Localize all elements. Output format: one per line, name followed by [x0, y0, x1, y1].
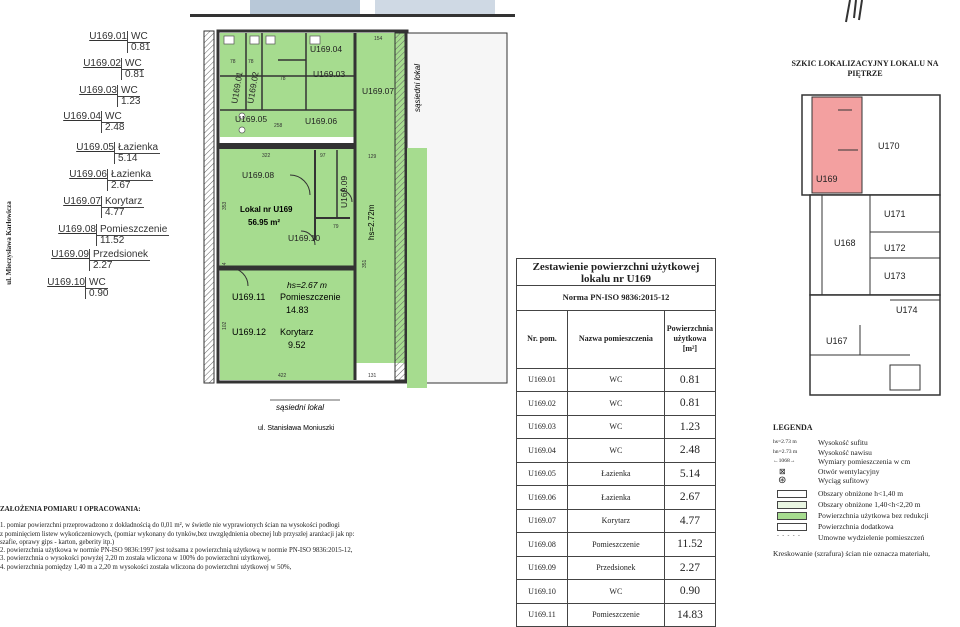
dimension: 78 — [248, 59, 254, 65]
table-row — [517, 580, 716, 604]
hatched-wall — [204, 31, 214, 383]
dimension: 78 — [280, 76, 286, 82]
cell-name: Pomieszczenie — [567, 533, 664, 557]
room-name: Pomieszczenie — [280, 292, 341, 302]
dimension: 79 — [333, 224, 339, 230]
cell-name: Łazienka — [567, 486, 664, 510]
table-row — [517, 368, 716, 392]
cell-name: WC — [567, 392, 664, 416]
room-label: U169.10 — [288, 233, 321, 243]
col-header: Powierzchnia użytkowa [m²] — [664, 310, 715, 368]
cell-nr: U169.07 — [517, 509, 568, 533]
note-line: 3. powierzchnia o wysokości powyżej 2,20 m została wliczona w 100% do powierzchni użytkowej, — [0, 555, 271, 563]
cell-nr: U169.09 — [517, 556, 568, 580]
table-title: Zestawienie powierzchni użytkowej lokalu nr U169 — [517, 259, 716, 286]
legend-item — [773, 467, 960, 477]
table-row — [517, 509, 716, 533]
room-label: U169.05 — [235, 114, 268, 124]
table-row — [517, 439, 716, 463]
minimap-label: U169 — [816, 174, 838, 184]
minimap-label: U168 — [834, 238, 856, 248]
cell-nr: U169.10 — [517, 580, 568, 604]
dashed-line-icon: - - - - - — [777, 533, 801, 540]
cell-area: 14.83 — [664, 603, 715, 627]
cell-nr: U169.11 — [517, 603, 568, 627]
note-line: 1. pomiar powierzchni przeprowadzono z dokładnością do 0,01 m², w świetle nie wyprawionych ścian na wysokości podłogi — [0, 522, 340, 530]
room-label: U169.08 — [242, 170, 275, 180]
table-row — [517, 603, 716, 627]
cell-nr: U169.02 — [517, 392, 568, 416]
table-row — [517, 533, 716, 557]
hatched-wall — [395, 33, 405, 380]
room-label: U169.11 — [232, 292, 266, 302]
dimension: 131 — [368, 373, 377, 379]
unit-area: 56.95 m² — [248, 218, 281, 227]
room-name: Korytarz — [280, 327, 314, 337]
room-label: U169.03 — [313, 69, 346, 79]
legend — [773, 423, 960, 558]
dimension: 97 — [320, 153, 326, 159]
minimap-label: U174 — [896, 305, 918, 315]
area-table — [516, 258, 716, 627]
cell-name: Pomieszczenie — [567, 603, 664, 627]
legend-footer: Kreskowanie (szrafura) ścian nie oznacza materiału, — [773, 549, 930, 559]
note-line: szafie, oprawy gips - karton, geberity itp.) — [0, 538, 115, 546]
dimension: 353 — [222, 201, 228, 210]
legend-text: Wymiary pomieszczenia w cm — [818, 457, 911, 467]
stair-fragment — [846, 0, 862, 22]
minimap-title: SZKIC LOKALIZACYJNY LOKALU NA PIĘTRZE — [791, 59, 939, 78]
upper-floor-fragment — [250, 0, 360, 14]
minimap-label: U171 — [884, 209, 906, 219]
minimap-label: U172 — [884, 243, 906, 253]
legend-item — [773, 511, 960, 522]
minimap-label: U173 — [884, 271, 906, 281]
measurement-notes — [0, 505, 455, 572]
cell-area: 0.81 — [664, 392, 715, 416]
street-left-label: ul. Mieczysława Karłowicza — [5, 201, 13, 285]
cell-area: 2.48 — [664, 439, 715, 463]
cell-nr: U169.05 — [517, 462, 568, 486]
cell-area: 0.81 — [664, 368, 715, 392]
room-area: 14.83 — [286, 305, 309, 315]
cell-name: Przedsionek — [567, 556, 664, 580]
legend-swatch — [777, 501, 807, 509]
room-label: U169.02 — [245, 70, 261, 105]
cell-name: WC — [567, 580, 664, 604]
floor-plan — [190, 0, 515, 440]
dimension: 351 — [362, 259, 368, 268]
legend-item — [773, 500, 960, 511]
ceiling-extract-icon: ⊛ — [778, 475, 787, 487]
neighbor-label: sąsiedni lokal — [276, 403, 325, 412]
room-label: U169.01 — [229, 70, 245, 105]
legend-item — [773, 438, 960, 448]
legend-item — [773, 489, 960, 500]
cell-name: Korytarz — [567, 509, 664, 533]
room-label: U169.06 — [305, 116, 338, 126]
block-middle — [810, 195, 940, 295]
table-norm: Norma PN-ISO 9836:2015-12 — [517, 286, 716, 311]
cell-area: 4.77 — [664, 509, 715, 533]
legend-text: Wyciąg sufitowy — [818, 476, 869, 486]
legend-symbol: ←1068→ — [773, 458, 796, 465]
usable-area — [407, 148, 427, 388]
notes-heading: ZAŁOŻENIA POMIARU I OPRACOWANIA: — [0, 505, 141, 513]
ceiling-height: hs=2.72m — [367, 204, 376, 240]
vent-icon: ⊠ — [779, 466, 786, 476]
table-row — [517, 462, 716, 486]
cell-area: 2.27 — [664, 556, 715, 580]
col-header: Nazwa pomieszczenia — [567, 310, 664, 368]
legend-text: Obszary obniżone 1,40<h<2,20 m — [818, 500, 921, 510]
cell-name: WC — [567, 415, 664, 439]
dimension: 422 — [278, 373, 287, 379]
col-header: Nr. pom. — [517, 310, 568, 368]
street-bottom-label: ul. Stanisława Moniuszki — [258, 425, 335, 432]
table-row — [517, 556, 716, 580]
table-row — [517, 486, 716, 510]
room-label: U169.04 — [310, 44, 343, 54]
legend-item — [773, 533, 960, 545]
legend-text: Obszary obniżone h<1,40 m — [818, 489, 904, 499]
dimension: 258 — [274, 123, 283, 129]
cell-area: 2.67 — [664, 486, 715, 510]
legend-text: Powierzchnia dodatkowa — [818, 522, 894, 532]
cell-nr: U169.08 — [517, 533, 568, 557]
cell-nr: U169.06 — [517, 486, 568, 510]
upper-floor-fragment — [375, 0, 495, 14]
dimension: 154 — [374, 36, 383, 42]
cell-area: 0.90 — [664, 580, 715, 604]
cell-name: Łazienka — [567, 462, 664, 486]
cell-area: 11.52 — [664, 533, 715, 557]
legend-swatch — [777, 490, 807, 498]
legend-symbol: hs=2.73 m — [773, 439, 797, 445]
minimap-label: U170 — [878, 141, 900, 151]
legend-title: LEGENDA — [773, 423, 813, 432]
legend-item — [773, 476, 960, 489]
note-line: 4. powierzchnia pomiędzy 1,40 m a 2,20 m wysokości została wliczona do powierzchni użytkowej w 50%, — [0, 563, 292, 571]
legend-text: Otwór wentylacyjny — [818, 466, 880, 476]
legend-text: Wysokość nawisu — [818, 447, 872, 457]
table-row — [517, 415, 716, 439]
cell-nr: U169.01 — [517, 368, 568, 392]
dimension: 322 — [262, 153, 271, 159]
dimension: 102 — [222, 321, 228, 330]
room-label: U169.12 — [232, 327, 267, 337]
cell-nr: U169.04 — [517, 439, 568, 463]
dimension: 78 — [230, 59, 236, 65]
cell-area: 5.14 — [664, 462, 715, 486]
legend-swatch — [777, 512, 807, 520]
room-area: 9.52 — [288, 340, 306, 350]
legend-item — [773, 448, 960, 458]
dimension: 44 — [222, 262, 228, 268]
ceiling-height: hs=2.67 m — [287, 280, 327, 290]
outer-wall — [190, 14, 515, 17]
legend-swatch — [777, 523, 807, 531]
cell-nr: U169.03 — [517, 415, 568, 439]
legend-item — [773, 457, 960, 467]
neighbor-label: sąsiedni lokal — [413, 63, 422, 112]
legend-text: Wysokość sufitu — [818, 438, 868, 447]
room-label: U169.07 — [362, 86, 395, 96]
minimap-label: U167 — [826, 336, 848, 346]
cell-name: WC — [567, 368, 664, 392]
legend-symbol: hn=2.73 m — [773, 448, 798, 455]
cell-area: 1.23 — [664, 415, 715, 439]
cell-name: WC — [567, 439, 664, 463]
table-row — [517, 392, 716, 416]
unit-title: Lokal nr U169 — [240, 205, 293, 214]
legend-text: Powierzchnia użytkowa bez redukcji — [818, 511, 929, 521]
location-minimap — [780, 0, 960, 420]
dimension: 129 — [368, 154, 377, 160]
room-label: U169.09 — [339, 175, 349, 208]
note-line: z pominięciem listew wykończeniowych, (pomiar wykonany do tynków,bez uwzględnienia obecnej lub przyszłej aranżacji jak np: — [0, 530, 355, 538]
legend-text: Umowne wydzielenie pomieszczeń — [818, 533, 925, 543]
note-line: 2. powierzchnia użytkowa w normie PN-ISO 9836:1997 jest tożsama z powierzchnią użytkową w normie PN-ISO 9836:2015-12, — [0, 547, 353, 555]
